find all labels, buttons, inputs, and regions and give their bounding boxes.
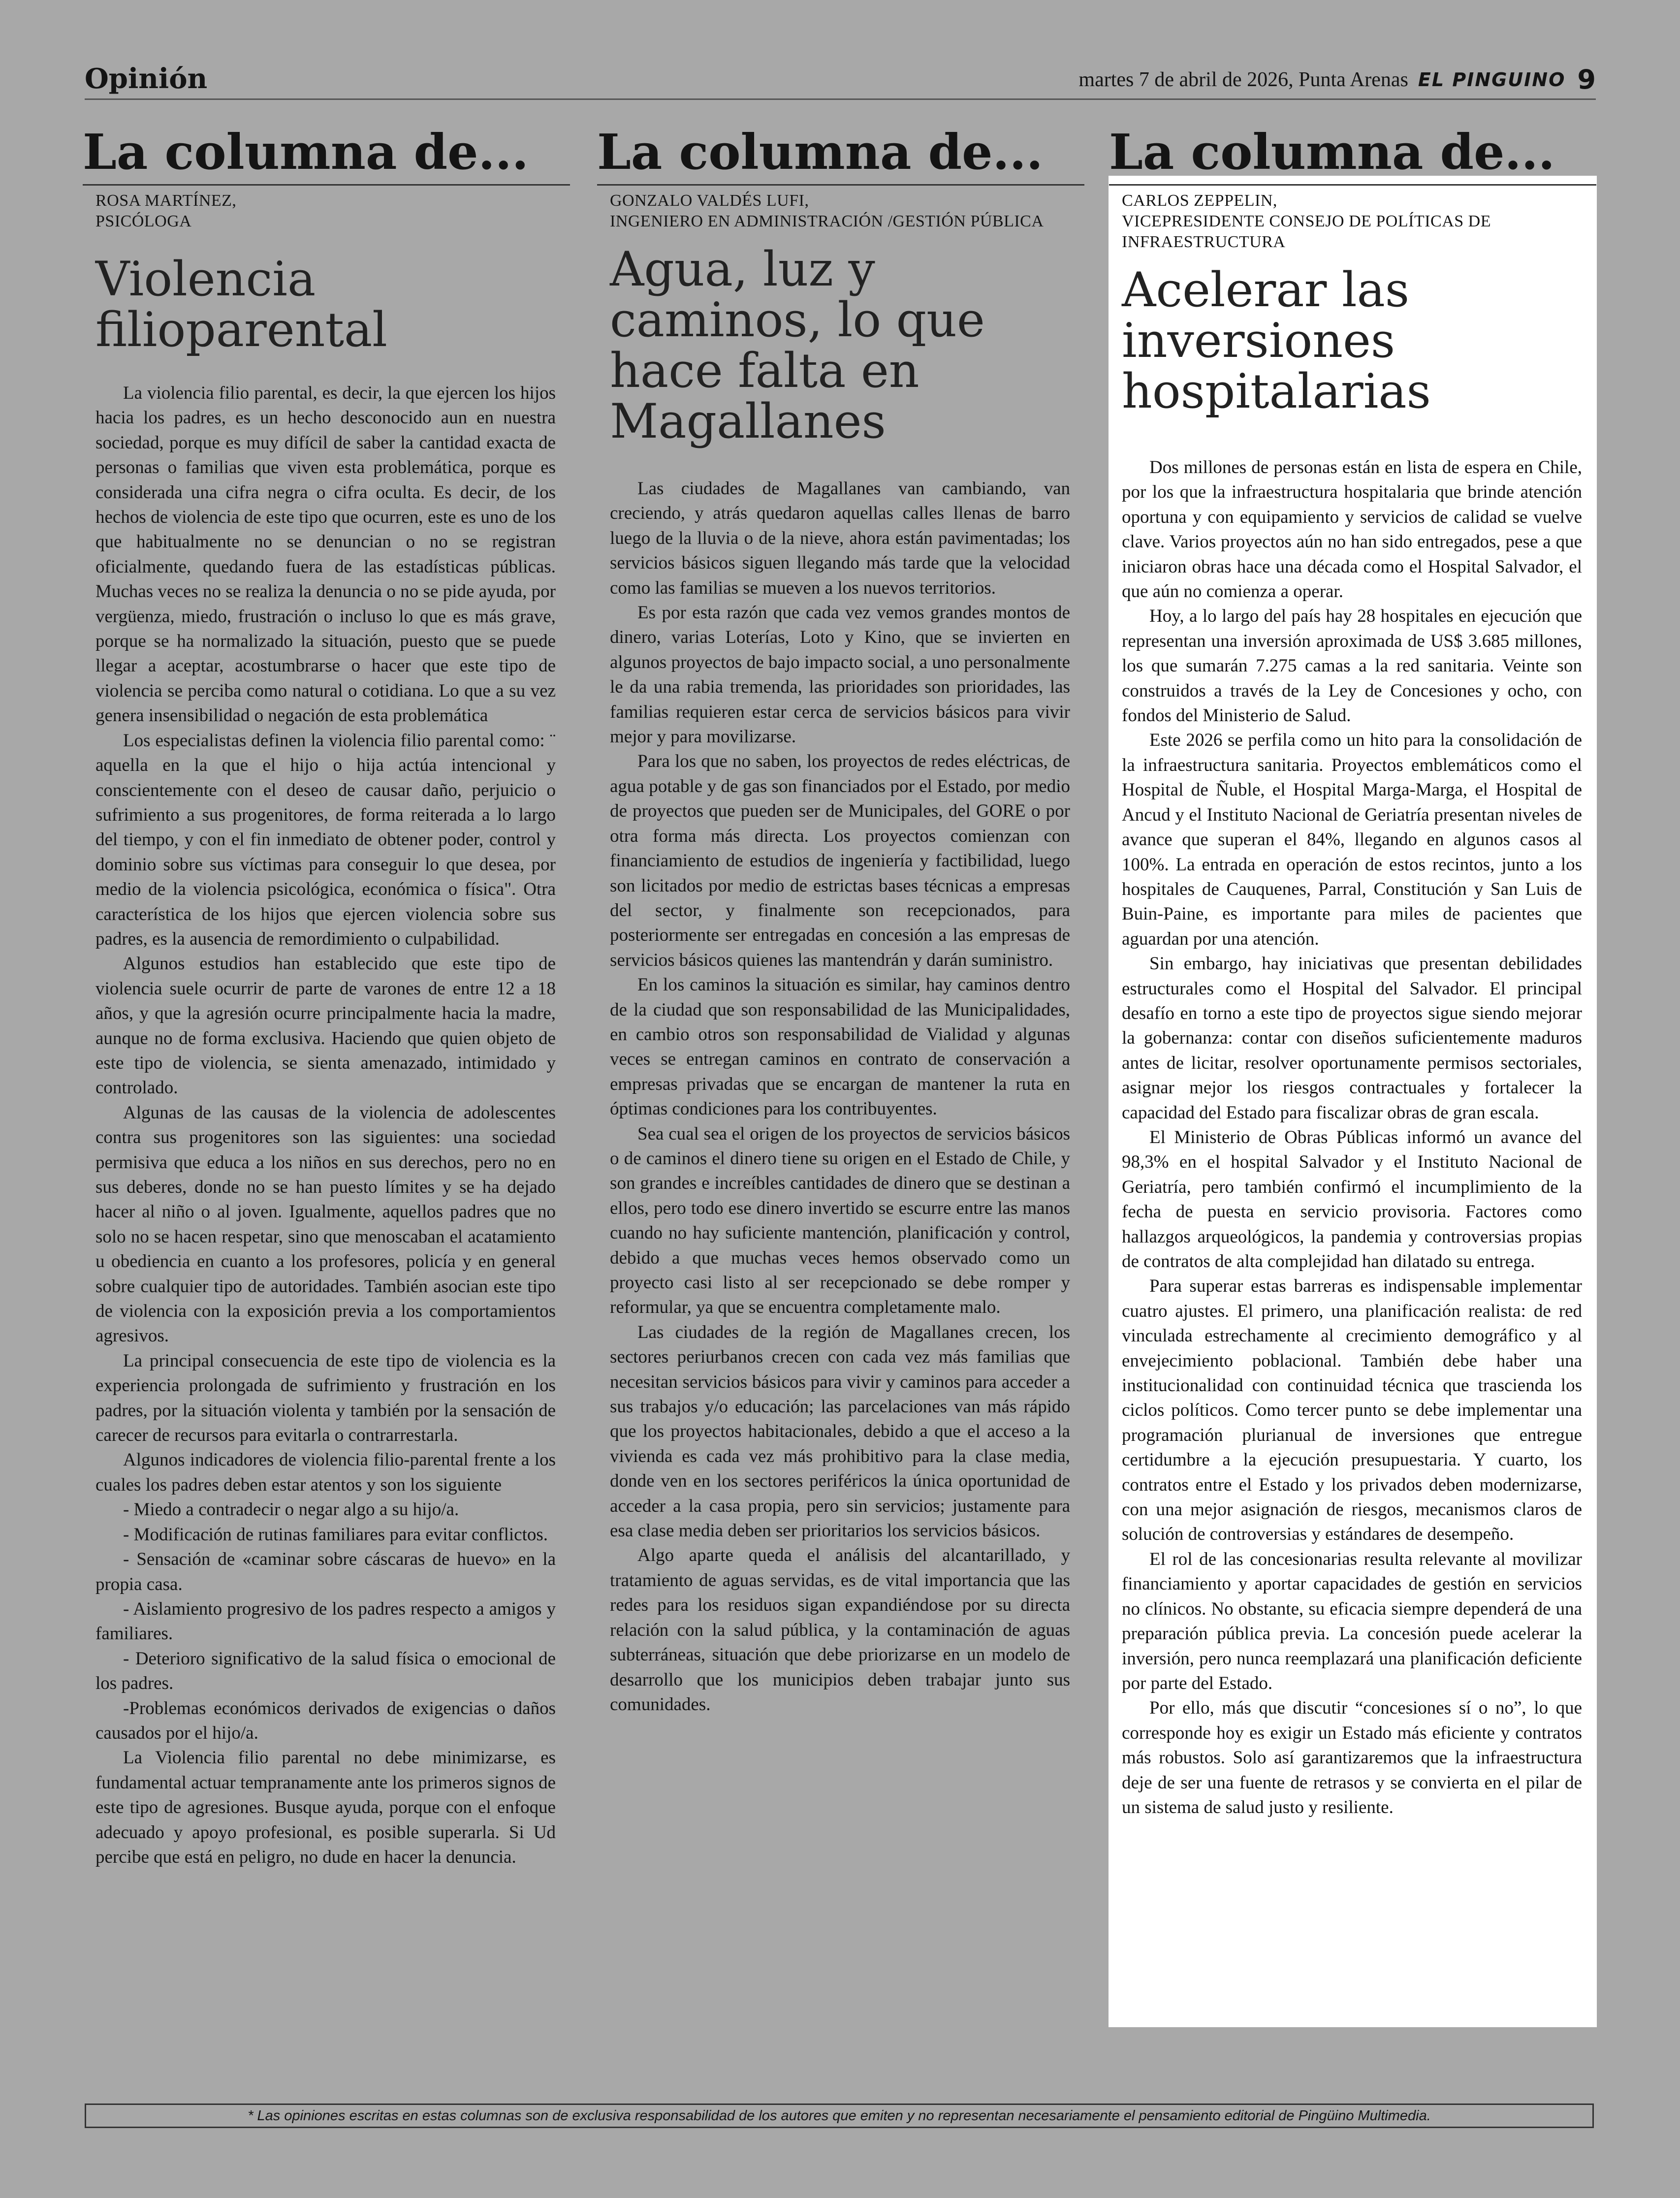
list-item: - Modificación de rutinas familiares para evitar conflictos. bbox=[123, 1524, 548, 1545]
headline-line: inversiones bbox=[1122, 313, 1395, 368]
headline-line: Acelerar las bbox=[1122, 262, 1410, 318]
paragraph: Es por esta razón que cada vez vemos grandes montos de dinero, varias Loterías, Loto y Kino, que se invierten en algunos proyectos de bajo impacto social, a uno personalmente le da una rabia tremenda, las prioridades son prioridades, las familias requieren estar cerca de servicios básicos para vivir mejor y para movilizarse. bbox=[610, 603, 1070, 747]
article-headline bbox=[610, 244, 1084, 447]
opinion-column-2 bbox=[597, 123, 1084, 1717]
opinion-column-1 bbox=[83, 123, 570, 1870]
page-number: 9 bbox=[1577, 64, 1596, 95]
author-name: GONZALO VALDÉS LUFI, bbox=[610, 191, 809, 210]
headline-line: Agua, luz y bbox=[610, 242, 875, 297]
paragraph: Para los que no saben, los proyectos de redes eléctricas, de agua potable y de gas son financiados por el Estado, por medio de proyectos que pueden ser de Municipales, del GORE o por otra forma más directa. Los proyectos comienzan con financiamiento de estudios de ingeniería y factibilidad, luego son licitados por medio de estrictas bases técnicas a empresas del sector, y finalmente son recepcionados, para posteriormente ser entregadas en concesión a las empresas de servicios básicos quienes las mantendrán y darán suministro. bbox=[610, 751, 1070, 970]
opinion-column-3 bbox=[1109, 123, 1596, 1820]
paragraph: Algo aparte queda el análisis del alcantarillado, y tratamiento de aguas servidas, es de vital importancia que las redes para los residuos sigan expandiéndose por su directa relación con la salud pública, y la contaminación de aguas subterráneas, situación que debe priorizarse en un modelo de desarrollo que los municipios deben trabajar junto sus comunidades. bbox=[610, 1545, 1070, 1715]
author-name: CARLOS ZEPPELIN, bbox=[1122, 191, 1277, 210]
newspaper-logo: EL PINGUINO bbox=[1418, 69, 1566, 91]
author-title: PSICÓLOGA bbox=[95, 212, 192, 230]
paragraph: Hoy, a lo largo del país hay 28 hospitales en ejecución que representan una inversión aproximada de US$ 3.685 millones, los que sumarán 7.275 camas a la red sanitaria. Veinte son construidos a través de la Ley de Concesiones y ocho, con fondos del Ministerio de Salud. bbox=[1122, 606, 1582, 726]
paragraph: Algunos indicadores de violencia filio-parental frente a los cuales los padres deben estar atentos y son los siguiente bbox=[95, 1450, 556, 1495]
article-headline bbox=[1122, 262, 1596, 419]
paragraph: La violencia filio parental, es decir, la que ejercen los hijos hacia los padres, es un hecho desconocido aun en nuestra sociedad, porque es muy difícil de saber la cantidad exacta de personas o familias que viven esta problemática, porque es considerada una cifra negra o cifra oculta. Es decir, de los hechos de violencia de este tipo que ocurren, este es uno de los que habitualmente no se denuncian o no se registran oficialmente, quedando fuera de las estadísticas públicas. Muchas veces no se realiza la denuncia o no se pide ayuda, por vergüenza, miedo, frustración o incluso lo que es más grave, porque se ha normalizado la situación, puesto que se puede llegar a aceptar, acostumbrarse o hacer que este tipo de violencia se perciba como natural o cotidiana. Lo que a su vez genera insensibilidad o negación de esta problemática bbox=[95, 383, 556, 726]
headline-line: hace falta en bbox=[610, 343, 919, 398]
column-author bbox=[95, 191, 570, 232]
list-item: - Miedo a contradecir o negar algo a su hijo/a. bbox=[123, 1499, 459, 1520]
paragraph: La principal consecuencia de este tipo de violencia es la experiencia prolongada de sufrimiento y frustración en los padres, por la situación violenta y también por la sensación de carecer de recursos para evitarla o contrarrestarla. bbox=[95, 1350, 556, 1446]
date-place: martes 7 de abril de 2026, Punta Arenas bbox=[1078, 68, 1408, 91]
column-rule bbox=[597, 184, 1084, 186]
author-name: ROSA MARTÍNEZ, bbox=[95, 191, 237, 210]
headline-line: Violencia bbox=[95, 252, 316, 307]
editorial-disclaimer: * Las opiniones escritas en estas columnas son de exclusiva responsabilidad de los autores que emiten y no representan necesariamente el pensamiento editorial de Pingüino Multimedia. bbox=[85, 2103, 1594, 2128]
column-kicker: La columna de... bbox=[83, 124, 529, 181]
paragraph: Las ciudades de Magallanes van cambiando, van creciendo, y atrás quedaron aquellas calles llenas de barro luego de la lluvia o de la nieve, ahora están pavimentadas; los servicios básicos siguen llegando más tarde que la velocidad como las familias se mueven a los nuevos territorios. bbox=[610, 478, 1070, 598]
paragraph: Los especialistas definen la violencia filio parental como: ¨ aquella en la que el hijo o hija actúa intencional y conscientemente con el deseo de causar daño, perjuicio o sufrimiento a sus progenitores, de forma reiterada a lo largo del tiempo, y con el fin inmediato de obtener poder, control y dominio sobre sus víctimas para conseguir lo que desea, por medio de la violencia psicológica, económica o física". Otra característica de los hijos que ejercen violencia sobre sus padres, es la ausencia de remordimiento o culpabilidad. bbox=[95, 730, 556, 949]
list-item: -Problemas económicos derivados de exigencias o daños causados por el hijo/a. bbox=[95, 1698, 556, 1743]
paragraph: El Ministerio de Obras Públicas informó un avance del 98,3% en el hospital Salvador y el Instituto Nacional de Geriatría, pero también confirmó el incumplimiento de la fecha de puesta en servicio provisoria. Factores como hallazgos arqueológicos, la pandemia y controversias propias de contratos de alta complejidad han dilatado su entrega. bbox=[1122, 1127, 1582, 1272]
column-rule bbox=[83, 184, 570, 186]
column-author bbox=[610, 191, 1084, 232]
paragraph: Algunas de las causas de la violencia de adolescentes contra sus progenitores son las siguientes: una sociedad permisiva que educa a los niños en sus derechos, pero no en sus deberes, donde no se han puesto límites y se ha dejado hacer al niño o al joven. Igualmente, aquellos padres que no solo no se hacen respetar, sino que menoscaban el acatamiento u obediencia en cuanto a los profesores, policía y en general sobre cualquier tipo de autoridades. También asocian este tipo de violencia con la exposición previa a los comportamientos agresivos. bbox=[95, 1102, 556, 1346]
paragraph: Para superar estas barreras es indispensable implementar cuatro ajustes. El primero, una planificación realista: de red vinculada estrechamente al crecimiento demográfico y al envejecimiento poblacional. También debe haber una institucionalidad con continuidad técnica que trascienda los ciclos políticos. Como tercer punto se debe implementar una programación plurianual de inversiones que entregue certidumbre a la ejecución presupuestaria. Y cuarto, los contratos entre el Estado y los privados deben modernizarse, con una mejor asignación de riesgos, mecanismos claros de solución de controversias y estándares de desempeño. bbox=[1122, 1276, 1582, 1545]
paragraph: Este 2026 se perfila como un hito para la consolidación de la infraestructura sanitaria. Proyectos emblemáticos como el Hospital de Ñuble, el Hospital Marga-Marga, el Hospital de Ancud y el Instituto Nacional de Geriatría presentan niveles de avance que superan el 84%, llegando en algunos casos al 100%. La entrada en operación de estos recintos, junto a los hospitales de Cauquenes, Parral, Constitución y San Luis de Buin-Paine, es importante para miles de pacientes que aguardan por una atención. bbox=[1122, 730, 1582, 949]
author-title: VICEPRESIDENTE CONSEJO DE POLÍTICAS DE INFRAESTRUCTURA bbox=[1122, 212, 1491, 251]
author-title: INGENIERO EN ADMINISTRACIÓN /GESTIÓN PÚBLICA bbox=[610, 212, 1044, 230]
paragraph: Las ciudades de la región de Magallanes crecen, los sectores periurbanos crecen con cada vez más familias que necesitan servicios básicos para vivir y caminos para acceder a sus trabajos y/o educación; las parcelaciones van más rápido que los proyectos habitacionales, debido a que el acceso a la vivienda es cada vez más prohibitivo para la clase media, donde ven en los sectores periféricos la única oportunidad de acceder a la casa propia, pero sin servicios; justamente para esa clase media deben ser prioritarios los servicios básicos. bbox=[610, 1322, 1070, 1541]
header-info bbox=[1078, 66, 1596, 94]
list-item: - Deterioro significativo de la salud física o emocional de los padres. bbox=[95, 1648, 556, 1694]
section-title: Opinión bbox=[85, 63, 208, 95]
paragraph: En los caminos la situación es similar, hay caminos dentro de la ciudad que son responsabilidad de las Municipalidades, en cambio otros son responsabilidad de Vialidad y algunas veces se entregan caminos en contrato de conservación a empresas privadas que se encargan de mantener la ruta en óptimas condiciones para los contribuyentes. bbox=[610, 975, 1070, 1119]
column-rule bbox=[1109, 184, 1596, 186]
paragraph: La Violencia filio parental no debe minimizarse, es fundamental actuar tempranamente ante los primeros signos de este tipo de agresiones. Busque ayuda, porque con el enfoque adecuado y apoyo profesional, es posible superarla. Si Ud percibe que está en peligro, no dude en hacer la denuncia. bbox=[95, 1748, 556, 1867]
paragraph: El rol de las concesionarias resulta relevante al movilizar financiamiento y aportar capacidades de gestión en servicios no clínicos. No obstante, su eficacia siempre dependerá de una preparación pública previa. La concesión puede acelerar la inversión, pero nunca reemplazará una planificación deficiente por parte del Estado. bbox=[1122, 1549, 1582, 1693]
article-body bbox=[95, 381, 556, 1870]
paragraph: Por ello, más que discutir “concesiones sí o no”, lo que corresponde hoy es exigir un Estado más eficiente y contratos más robustos. Solo así garantizaremos que la infraestructura deje de ser una fuente de retrasos y se convierta en el pilar de un sistema de salud justo y resiliente. bbox=[1122, 1698, 1582, 1817]
article-body bbox=[610, 477, 1070, 1717]
column-author bbox=[1122, 191, 1596, 253]
headline-line: filioparental bbox=[95, 302, 387, 357]
article-body bbox=[1122, 455, 1582, 1820]
page-header bbox=[85, 60, 1596, 100]
headline-line: caminos, lo que bbox=[610, 292, 985, 348]
paragraph: Algunos estudios han establecido que este tipo de violencia suele ocurrir de parte de varones de entre 12 a 18 años, y que la agresión ocurre principalmente hacia la madre, aunque no de forma exclusiva. Haciendo que quien objeto de este tipo de violencia, se sienta amenazado, intimidado y controlado. bbox=[95, 954, 556, 1098]
list-item: - Aislamiento progresivo de los padres respecto a amigos y familiares. bbox=[95, 1598, 556, 1644]
article-headline bbox=[95, 254, 570, 355]
paragraph: Sin embargo, hay iniciativas que presentan debilidades estructurales como el Hospital del Salvador. El principal desafío en torno a este tipo de proyectos sigue siendo mejorar la gobernanza: contar con diseños suficientemente maduros antes de licitar, resolver oportunamente permisos sectoriales, asignar mejor los riesgos contractuales y fortalecer la capacidad del Estado para fiscalizar obras de gran escala. bbox=[1122, 954, 1582, 1123]
paragraph: Sea cual sea el origen de los proyectos de servicios básicos o de caminos el dinero tiene su origen en el Estado de Chile, y son grandes e increíbles cantidades de dinero que se destinan a ellos, pero todo ese dinero invertido se escurre entre las manos cuando no hay suficiente mantención, planificación y control, debido a que muchas veces hemos observado como un proyecto casi listo al ser recepcionado se debe romper y reformular, ya que se encuentra completamente malo. bbox=[610, 1123, 1070, 1318]
column-kicker: La columna de... bbox=[1109, 124, 1555, 181]
column-kicker: La columna de... bbox=[597, 124, 1043, 181]
paragraph: Dos millones de personas están en lista de espera en Chile, por los que la infraestructura hospitalaria que brinde atención oportuna y con equipamiento y servicios de calidad se vuelve clave. Varios proyectos aún no han sido entregados, pese a que iniciaron obras hace una década como el Hospital Salvador, el que aún no comienza a operar. bbox=[1122, 457, 1582, 602]
list-item: - Sensación de «caminar sobre cáscaras de huevo» en la propia casa. bbox=[95, 1549, 556, 1594]
headline-line: hospitalarias bbox=[1122, 364, 1431, 419]
headline-line: Magallanes bbox=[610, 394, 886, 449]
